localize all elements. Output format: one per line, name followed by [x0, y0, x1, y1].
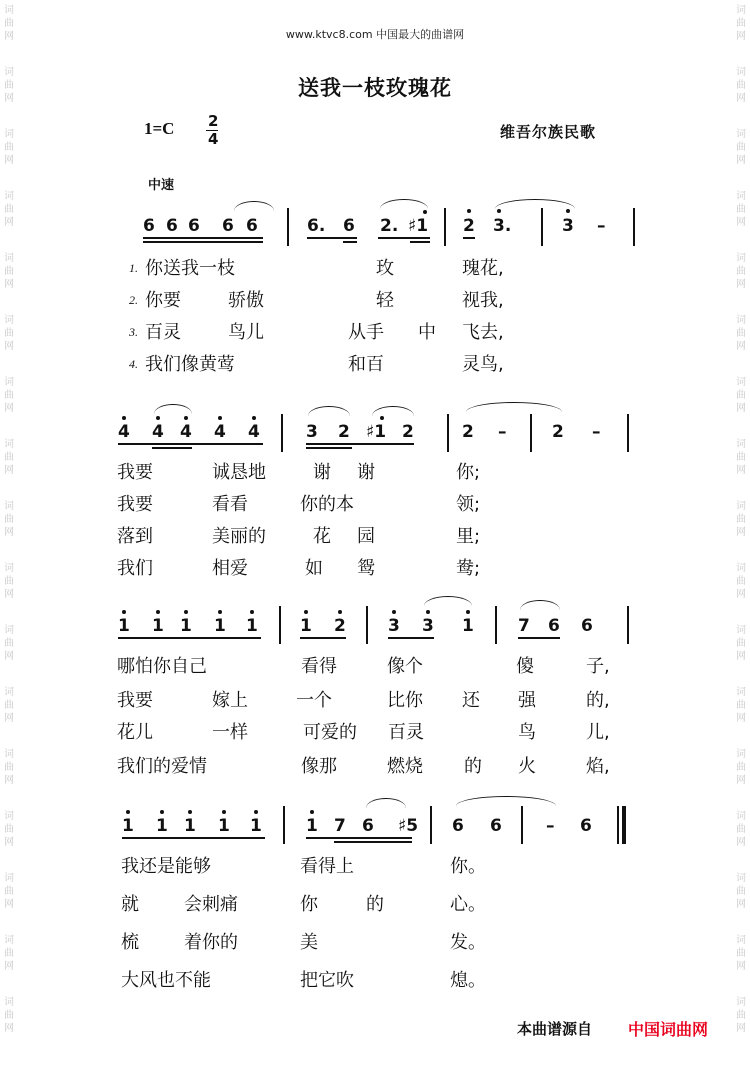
- lyric: 傻: [516, 656, 534, 677]
- note: 6: [143, 216, 155, 236]
- bar-line: [287, 208, 289, 246]
- watermark-glyph-group: 词曲网: [4, 501, 14, 538]
- lyric: 把它吹: [300, 970, 354, 991]
- site-url: www.ktvc8.com 中国最大的曲谱网: [285, 28, 465, 41]
- lyric: 谢: [313, 462, 331, 483]
- final-bar-thick: [622, 806, 626, 844]
- watermark-glyph-group: 词曲网: [4, 191, 14, 228]
- note: 2: [338, 422, 350, 442]
- lyric: 哪怕你自己: [117, 656, 207, 677]
- high-octave-dot: [250, 610, 254, 614]
- lyric: 诚恳地: [212, 462, 266, 483]
- note: 3: [422, 616, 434, 636]
- tempo-marking: 中速: [148, 178, 175, 193]
- high-octave-dot: [218, 416, 222, 420]
- lyric: 子,: [586, 656, 610, 677]
- watermark-glyph-group: 词曲网: [736, 625, 746, 662]
- note: 1: [300, 616, 312, 636]
- lyric: 我要: [117, 462, 153, 483]
- source-label: 本曲谱源自: [517, 1020, 593, 1038]
- lyric: 比你: [387, 690, 423, 711]
- bar-line: [633, 208, 635, 246]
- high-octave-dot: [566, 209, 570, 213]
- lyric: 玫: [376, 258, 394, 279]
- watermark-glyph-group: 词曲网: [736, 67, 746, 104]
- note: 3: [388, 616, 400, 636]
- lyric: 鸳: [357, 558, 375, 579]
- lyric: 可爱的: [303, 722, 357, 743]
- lyric: 一个: [296, 690, 332, 711]
- watermark-left: [2, 0, 16, 1066]
- lyric: 燃烧: [387, 756, 423, 777]
- beam: [118, 637, 261, 639]
- note: 4: [118, 422, 130, 442]
- watermark-glyph-group: 词曲网: [4, 377, 14, 414]
- slur: [380, 199, 428, 209]
- watermark-glyph-group: 词曲网: [736, 253, 746, 290]
- lyric: 如: [305, 558, 323, 579]
- watermark-glyph-group: 词曲网: [736, 997, 746, 1034]
- high-octave-dot: [338, 610, 342, 614]
- lyric: 花: [313, 526, 331, 547]
- lyric: 大风也不能: [121, 970, 211, 991]
- note: 6: [188, 216, 200, 236]
- beam: [334, 841, 412, 843]
- high-octave-dot: [156, 416, 160, 420]
- bar-line: [541, 208, 543, 246]
- note: 1: [462, 616, 474, 636]
- tie: [495, 199, 575, 209]
- note: 6: [548, 616, 560, 636]
- high-octave-dot: [254, 810, 258, 814]
- note: 6: [581, 616, 593, 636]
- bar-line: [495, 606, 497, 644]
- beam: [307, 237, 357, 239]
- lyric: 我要: [117, 494, 153, 515]
- lyric: 相爱: [212, 558, 248, 579]
- lyric: 灵鸟,: [462, 354, 504, 375]
- bar-line: [530, 414, 532, 452]
- note: 1: [156, 816, 168, 836]
- beam: [300, 637, 346, 639]
- high-octave-dot: [467, 209, 471, 213]
- note: 6: [362, 816, 374, 836]
- lyric: 里;: [456, 526, 481, 547]
- lyric: 和百: [348, 354, 384, 375]
- dash: –: [498, 422, 507, 442]
- note: 2: [552, 422, 564, 442]
- bar-line: [521, 806, 523, 844]
- bar-line: [283, 806, 285, 844]
- note: 1: [122, 816, 134, 836]
- composer: 维吾尔族民歌: [500, 123, 597, 141]
- lyric: 鸯;: [456, 558, 481, 579]
- watermark-glyph-group: 词曲网: [4, 563, 14, 600]
- dash: 6: [580, 816, 592, 836]
- high-octave-dot: [160, 810, 164, 814]
- lyric: 就: [121, 894, 139, 915]
- high-octave-dot: [218, 610, 222, 614]
- tie: [456, 796, 556, 806]
- verse-number: 1.: [129, 261, 138, 275]
- watermark-glyph-group: 词曲网: [4, 625, 14, 662]
- lyric: 鸟: [518, 722, 536, 743]
- note: 1: [214, 616, 226, 636]
- note: 2: [462, 422, 474, 442]
- lyric: 你;: [456, 462, 481, 483]
- note: 1: [118, 616, 130, 636]
- lyric: 你。: [450, 856, 486, 877]
- lyric: 我们: [117, 558, 153, 579]
- lyric: 焰,: [586, 756, 610, 777]
- watermark-glyph-group: 词曲网: [736, 687, 746, 724]
- final-bar-thin: [617, 806, 619, 844]
- source-site-link[interactable]: 中国词曲网: [628, 1020, 709, 1039]
- high-octave-dot: [423, 210, 427, 214]
- high-octave-dot: [184, 610, 188, 614]
- lyric: 的: [366, 894, 384, 915]
- note: 4: [152, 422, 164, 442]
- lyric: 骄傲: [228, 290, 264, 311]
- beam: [343, 241, 357, 243]
- watermark-glyph-group: 词曲网: [4, 997, 14, 1034]
- lyric: 我还是能够: [121, 856, 211, 877]
- lyric: 你: [300, 894, 318, 915]
- lyric: 心。: [450, 894, 486, 915]
- note: 3.: [493, 216, 512, 236]
- watermark-glyph-group: 词曲网: [736, 873, 746, 910]
- note: 1: [184, 816, 196, 836]
- high-octave-dot: [252, 416, 256, 420]
- high-octave-dot: [392, 610, 396, 614]
- watermark-glyph-group: 词曲网: [736, 315, 746, 352]
- beam: [152, 447, 192, 449]
- watermark-glyph-group: 词曲网: [4, 811, 14, 848]
- lyric: 发。: [450, 932, 486, 953]
- slur: [308, 406, 350, 416]
- lyric: 美: [300, 932, 318, 953]
- slur: [520, 600, 560, 610]
- watermark-glyph-group: 词曲网: [4, 253, 14, 290]
- lyric: 一样: [212, 722, 248, 743]
- note: 1: [218, 816, 230, 836]
- high-octave-dot: [188, 810, 192, 814]
- note: ♯5: [398, 816, 419, 836]
- lyric: 瑰花,: [462, 258, 504, 279]
- watermark-glyph-group: 词曲网: [736, 563, 746, 600]
- lyric: 像那: [301, 756, 337, 777]
- note: –: [546, 816, 555, 836]
- slur: [234, 201, 274, 211]
- lyric: 中: [418, 322, 436, 343]
- slur: [372, 406, 414, 416]
- lyric: 强: [518, 690, 536, 711]
- lyric: 你的本: [300, 494, 354, 515]
- beam: [518, 637, 560, 639]
- lyric: 鸟儿: [228, 322, 264, 343]
- watermark-glyph-group: 词曲网: [4, 935, 14, 972]
- lyric: 你要: [145, 290, 181, 311]
- note: 4: [214, 422, 226, 442]
- lyric: 看得: [301, 656, 337, 677]
- high-octave-dot: [304, 610, 308, 614]
- slur: [424, 596, 472, 606]
- note: 4: [248, 422, 260, 442]
- lyric: 飞去,: [462, 322, 504, 343]
- high-octave-dot: [380, 416, 384, 420]
- dash: –: [597, 216, 606, 236]
- beam: [388, 637, 434, 639]
- lyric: 百灵: [145, 322, 181, 343]
- high-octave-dot: [122, 610, 126, 614]
- watermark-glyph-group: 词曲网: [736, 749, 746, 786]
- note: 3: [306, 422, 318, 442]
- lyric: 还: [462, 690, 480, 711]
- bar-line: [279, 606, 281, 644]
- beam: [378, 237, 430, 239]
- watermark-glyph-group: 词曲网: [4, 315, 14, 352]
- note: 2: [334, 616, 346, 636]
- high-octave-dot: [122, 416, 126, 420]
- note: 6: [166, 216, 178, 236]
- beam: [306, 443, 414, 445]
- lyric: 你送我一枝: [145, 258, 235, 279]
- bar-line: [627, 414, 629, 452]
- watermark-glyph-group: 词曲网: [736, 5, 746, 42]
- dash: –: [592, 422, 601, 442]
- beam: [143, 237, 263, 239]
- high-octave-dot: [310, 810, 314, 814]
- watermark-glyph-group: 词曲网: [736, 935, 746, 972]
- high-octave-dot: [222, 810, 226, 814]
- watermark-glyph-group: 词曲网: [4, 873, 14, 910]
- lyric: 领;: [456, 494, 481, 515]
- dash: 6: [490, 816, 502, 836]
- tie: [466, 402, 562, 412]
- note: 7: [518, 616, 530, 636]
- beam: [122, 837, 265, 839]
- lyric: 我们的爱情: [117, 756, 207, 777]
- lyric: 园: [357, 526, 375, 547]
- watermark-glyph-group: 词曲网: [4, 129, 14, 166]
- watermark-glyph-group: 词曲网: [736, 191, 746, 228]
- bar-line: [430, 806, 432, 844]
- lyric: 嫁上: [212, 690, 248, 711]
- lyric: 的,: [586, 690, 610, 711]
- slur: [366, 798, 406, 808]
- lyric: 火: [518, 756, 536, 777]
- lyric: 像个: [387, 656, 423, 677]
- lyric: 熄。: [450, 970, 486, 991]
- note: 2: [402, 422, 414, 442]
- note: 1: [250, 816, 262, 836]
- beam: [143, 241, 263, 243]
- bar-line: [444, 208, 446, 246]
- verse-number: 4.: [129, 357, 138, 371]
- key-signature: 1=C: [144, 119, 175, 138]
- lyric: 百灵: [388, 722, 424, 743]
- watermark-glyph-group: 词曲网: [736, 129, 746, 166]
- song-title: 送我一枝玫瑰花: [298, 76, 452, 100]
- note: 1: [180, 616, 192, 636]
- note: 6: [452, 816, 464, 836]
- lyric: 看得上: [300, 856, 354, 877]
- note: 1: [246, 616, 258, 636]
- lyric: 看看: [212, 494, 248, 515]
- note: 2.: [380, 216, 399, 236]
- bar-line: [366, 606, 368, 644]
- note: ♯1: [366, 422, 387, 442]
- watermark-glyph-group: 词曲网: [4, 439, 14, 476]
- note: 3: [562, 216, 574, 236]
- lyric: 梳: [121, 932, 139, 953]
- beam: [118, 443, 263, 445]
- note: 4: [180, 422, 192, 442]
- beam: [410, 241, 430, 243]
- verse-number: 3.: [129, 325, 138, 339]
- note: 6.: [307, 216, 326, 236]
- high-octave-dot: [156, 610, 160, 614]
- lyric: 轻: [376, 290, 394, 311]
- high-octave-dot: [126, 810, 130, 814]
- lyric: 落到: [117, 526, 153, 547]
- note: ♯1: [408, 216, 429, 236]
- lyric: 的: [464, 756, 482, 777]
- watermark-glyph-group: 词曲网: [736, 377, 746, 414]
- watermark-glyph-group: 词曲网: [736, 439, 746, 476]
- lyric: 儿,: [586, 722, 610, 743]
- high-octave-dot: [426, 610, 430, 614]
- note: 7: [334, 816, 346, 836]
- watermark-glyph-group: 词曲网: [736, 501, 746, 538]
- watermark-glyph-group: 词曲网: [4, 749, 14, 786]
- watermark-glyph-group: 词曲网: [4, 5, 14, 42]
- lyric: 我要: [117, 690, 153, 711]
- verse-number: 2.: [129, 293, 138, 307]
- time-signature-top: 2: [208, 112, 219, 130]
- note: 6: [246, 216, 258, 236]
- bar-line: [627, 606, 629, 644]
- lyric: 着你的: [184, 932, 238, 953]
- note: 1: [306, 816, 318, 836]
- beam: [306, 837, 412, 839]
- high-octave-dot: [466, 610, 470, 614]
- lyric: 从手: [348, 322, 384, 343]
- lyric: 美丽的: [212, 526, 266, 547]
- high-octave-dot: [497, 209, 501, 213]
- bar-line: [447, 414, 449, 452]
- lyric: 谢: [357, 462, 375, 483]
- bar-line: [281, 414, 283, 452]
- watermark-right: [734, 0, 748, 1066]
- time-signature-bottom: 4: [208, 130, 219, 148]
- lyric: 花儿: [117, 722, 153, 743]
- note: 6: [222, 216, 234, 236]
- watermark-glyph-group: 词曲网: [4, 67, 14, 104]
- slur: [154, 404, 192, 414]
- watermark-glyph-group: 词曲网: [4, 687, 14, 724]
- note: 2: [463, 216, 475, 236]
- watermark-glyph-group: 词曲网: [736, 811, 746, 848]
- note: 6: [343, 216, 355, 236]
- beam: [306, 447, 352, 449]
- note: 1: [152, 616, 164, 636]
- high-octave-dot: [184, 416, 188, 420]
- beam: [463, 237, 475, 239]
- lyric: 会刺痛: [184, 894, 238, 915]
- lyric: 视我,: [462, 290, 504, 311]
- lyric: 我们像黄莺: [145, 354, 235, 375]
